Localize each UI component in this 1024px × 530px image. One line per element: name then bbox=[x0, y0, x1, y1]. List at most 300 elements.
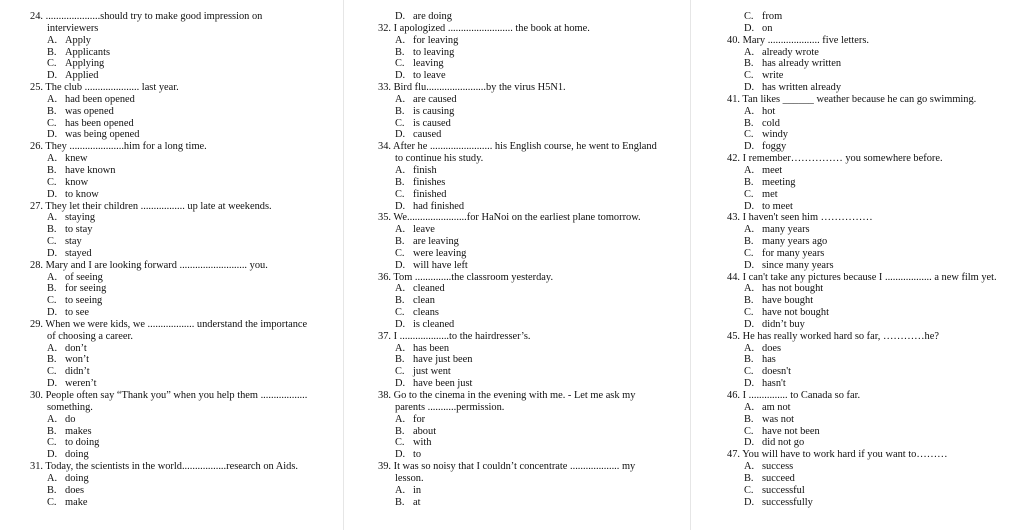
answer-option[interactable] bbox=[378, 35, 678, 47]
question-item bbox=[30, 82, 330, 141]
option-letter: C. bbox=[47, 496, 57, 508]
option-letter: A. bbox=[47, 34, 58, 46]
answer-option[interactable] bbox=[727, 58, 1021, 70]
option-letter: B. bbox=[47, 164, 57, 176]
question-text-continued: interviewers bbox=[47, 22, 99, 34]
option-letter: D. bbox=[744, 22, 755, 34]
question-item bbox=[727, 272, 1021, 331]
option-text: does bbox=[762, 342, 782, 354]
option-letter: D. bbox=[47, 378, 58, 390]
column-divider bbox=[343, 0, 344, 530]
question-number: 47. bbox=[727, 449, 740, 461]
question-text-continued: something. bbox=[47, 401, 93, 413]
option-text: makes bbox=[65, 425, 92, 437]
option-text: Applied bbox=[65, 70, 99, 82]
question-number: 34. bbox=[378, 141, 391, 153]
option-letter: B. bbox=[744, 176, 754, 188]
answer-option[interactable] bbox=[30, 307, 330, 319]
answer-option[interactable] bbox=[30, 497, 330, 509]
option-text: hot bbox=[762, 105, 776, 117]
option-text: Applying bbox=[65, 58, 105, 70]
option-text: to bbox=[413, 449, 422, 461]
option-letter: D. bbox=[744, 259, 755, 271]
answer-option[interactable] bbox=[378, 118, 678, 130]
option-letter: A. bbox=[395, 93, 406, 105]
option-letter: C. bbox=[395, 117, 405, 129]
option-text: is cleaned bbox=[413, 318, 455, 330]
option-text: finishes bbox=[413, 176, 446, 188]
option-letter: B. bbox=[744, 354, 754, 366]
answer-option[interactable] bbox=[30, 58, 330, 70]
option-text: hasn't bbox=[762, 378, 786, 390]
answer-option[interactable] bbox=[378, 319, 678, 331]
option-letter: A. bbox=[744, 224, 755, 236]
answer-option[interactable] bbox=[727, 307, 1021, 319]
option-text: write bbox=[762, 70, 784, 82]
answer-option[interactable] bbox=[30, 354, 330, 366]
option-letter: A. bbox=[744, 283, 755, 295]
option-text: leave bbox=[413, 224, 435, 236]
option-text: success bbox=[762, 461, 794, 473]
option-letter: A. bbox=[395, 342, 406, 354]
option-text: caused bbox=[413, 129, 442, 141]
option-letter: D. bbox=[744, 141, 755, 153]
option-letter: A. bbox=[395, 413, 406, 425]
option-letter: C. bbox=[47, 176, 57, 188]
question-number: 41. bbox=[727, 93, 740, 105]
option-letter: D. bbox=[47, 449, 58, 461]
question-item bbox=[30, 201, 330, 260]
answer-option[interactable] bbox=[378, 177, 678, 189]
answer-option[interactable] bbox=[378, 378, 678, 390]
answer-option[interactable] bbox=[30, 449, 330, 461]
answer-option[interactable] bbox=[30, 153, 330, 165]
question-text: Go to the cinema in the evening with me. - Let me ask my bbox=[393, 390, 636, 401]
answer-option[interactable] bbox=[30, 295, 330, 307]
option-letter: B. bbox=[395, 354, 405, 366]
answer-option[interactable] bbox=[30, 426, 330, 438]
question-stem bbox=[378, 212, 678, 224]
answer-option[interactable] bbox=[30, 70, 330, 82]
question-item bbox=[378, 331, 678, 390]
option-letter: C. bbox=[744, 129, 754, 141]
option-text: finish bbox=[413, 164, 437, 176]
option-text: at bbox=[413, 496, 421, 508]
option-text: clean bbox=[413, 295, 435, 307]
answer-option[interactable] bbox=[727, 47, 1021, 59]
question-number: 32. bbox=[378, 22, 391, 34]
question-stem bbox=[30, 260, 330, 272]
answer-option[interactable] bbox=[378, 224, 678, 236]
answer-option[interactable] bbox=[30, 343, 330, 355]
option-letter: B. bbox=[47, 354, 57, 366]
question-item bbox=[727, 390, 1021, 449]
option-letter: B. bbox=[744, 472, 754, 484]
option-letter: A. bbox=[744, 342, 755, 354]
answer-option[interactable] bbox=[30, 189, 330, 201]
option-letter: A. bbox=[395, 34, 406, 46]
question-number: 37. bbox=[378, 330, 391, 342]
question-number: 45. bbox=[727, 330, 740, 342]
option-text: don’t bbox=[65, 342, 87, 354]
question-number: 28. bbox=[30, 259, 43, 271]
question-item bbox=[378, 461, 678, 508]
answer-option[interactable] bbox=[727, 473, 1021, 485]
option-letter: B. bbox=[744, 236, 754, 248]
option-letter: C. bbox=[744, 11, 754, 22]
option-text: make bbox=[65, 496, 88, 508]
option-text: stay bbox=[65, 236, 82, 248]
answer-option[interactable] bbox=[727, 437, 1021, 449]
question-text-continued: parents ...........permission. bbox=[395, 401, 505, 413]
question-item bbox=[30, 141, 330, 200]
option-text: to meet bbox=[762, 200, 793, 212]
question-item bbox=[727, 212, 1021, 271]
option-text: have not been bbox=[762, 425, 820, 437]
answer-option[interactable] bbox=[30, 272, 330, 284]
option-text: was not bbox=[762, 413, 795, 425]
option-text: to doing bbox=[65, 437, 100, 449]
answer-option[interactable] bbox=[30, 236, 330, 248]
option-letter: A. bbox=[47, 271, 58, 283]
answer-option[interactable] bbox=[30, 224, 330, 236]
question-stem bbox=[30, 319, 330, 331]
option-text: was being opened bbox=[65, 129, 140, 141]
answer-option[interactable] bbox=[727, 366, 1021, 378]
option-text: was opened bbox=[65, 105, 114, 117]
answer-option[interactable] bbox=[30, 47, 330, 59]
option-text: staying bbox=[65, 212, 96, 224]
option-letter: C. bbox=[47, 366, 57, 378]
answer-option[interactable] bbox=[727, 70, 1021, 82]
option-text: will have left bbox=[413, 259, 468, 271]
option-text: knew bbox=[65, 153, 88, 165]
option-letter: C. bbox=[47, 236, 57, 248]
question-item bbox=[727, 153, 1021, 212]
option-text: has bbox=[762, 354, 776, 366]
option-letter: D. bbox=[395, 259, 406, 271]
answer-option[interactable] bbox=[30, 118, 330, 130]
option-text: doing bbox=[65, 472, 89, 484]
question-text: We.......................for HaNoi on the earliest plane tomorrow. bbox=[393, 212, 641, 224]
answer-option[interactable] bbox=[727, 461, 1021, 473]
option-letter: A. bbox=[744, 164, 755, 176]
answer-option[interactable] bbox=[727, 201, 1021, 213]
option-text: to leave bbox=[413, 70, 446, 82]
option-text: had been opened bbox=[65, 93, 135, 105]
question-number: 33. bbox=[378, 82, 391, 94]
answer-option[interactable] bbox=[378, 283, 678, 295]
answer-option[interactable] bbox=[378, 354, 678, 366]
option-text: is caused bbox=[413, 117, 451, 129]
answer-option[interactable] bbox=[378, 189, 678, 201]
answer-option[interactable] bbox=[727, 343, 1021, 355]
option-letter: B. bbox=[744, 58, 754, 70]
option-letter: B. bbox=[47, 46, 57, 58]
answer-option[interactable] bbox=[378, 366, 678, 378]
question-number: 39. bbox=[378, 461, 391, 473]
option-text: meet bbox=[762, 164, 783, 176]
question-stem bbox=[378, 141, 678, 153]
option-letter: A. bbox=[395, 224, 406, 236]
answer-option[interactable] bbox=[727, 177, 1021, 189]
option-letter: D. bbox=[744, 82, 755, 94]
option-text: cold bbox=[762, 117, 780, 129]
answer-option[interactable] bbox=[727, 260, 1021, 272]
question-number: 40. bbox=[727, 34, 740, 46]
option-text: know bbox=[65, 176, 89, 188]
option-letter: D. bbox=[47, 247, 58, 259]
question-item bbox=[378, 82, 678, 141]
answer-option[interactable] bbox=[378, 58, 678, 70]
option-text: already wrote bbox=[762, 46, 819, 58]
option-text: about bbox=[413, 425, 437, 437]
question-text-continued: of choosing a career. bbox=[47, 330, 133, 342]
question-stem bbox=[30, 201, 330, 213]
answer-option[interactable] bbox=[30, 414, 330, 426]
worksheet-column-2 bbox=[378, 11, 678, 530]
question-text: .....................should try to make good impression on bbox=[45, 11, 263, 22]
option-letter: A. bbox=[744, 105, 755, 117]
question-text: He has really worked hard so far, …………he? bbox=[742, 330, 939, 342]
option-letter: C. bbox=[395, 437, 405, 449]
answer-option[interactable] bbox=[727, 106, 1021, 118]
option-letter: A. bbox=[47, 413, 58, 425]
answer-option[interactable] bbox=[727, 165, 1021, 177]
answer-option[interactable] bbox=[30, 473, 330, 485]
option-letter: B. bbox=[47, 224, 57, 236]
question-text: I apologized ......................... the book at home. bbox=[393, 22, 590, 34]
option-text: didn’t buy bbox=[762, 318, 805, 330]
option-letter: A. bbox=[395, 283, 406, 295]
option-letter: A. bbox=[744, 401, 755, 413]
option-text: to seeing bbox=[65, 295, 103, 307]
question-number: 31. bbox=[30, 461, 43, 473]
option-text: did not go bbox=[762, 437, 805, 449]
column-divider bbox=[690, 0, 691, 530]
option-text: are doing bbox=[413, 11, 452, 22]
option-letter: A. bbox=[744, 461, 755, 473]
answer-option[interactable] bbox=[378, 47, 678, 59]
answer-option[interactable] bbox=[378, 129, 678, 141]
answer-option[interactable] bbox=[727, 402, 1021, 414]
option-letter: B. bbox=[744, 413, 754, 425]
answer-option[interactable] bbox=[30, 106, 330, 118]
question-text: They let their children ................. up late at weekends. bbox=[45, 200, 272, 212]
option-text: do bbox=[65, 413, 76, 425]
option-text: of seeing bbox=[65, 271, 103, 283]
option-letter: C. bbox=[744, 366, 754, 378]
answer-option[interactable] bbox=[378, 11, 678, 23]
answer-option[interactable] bbox=[727, 189, 1021, 201]
option-letter: C. bbox=[47, 58, 57, 70]
option-text: to stay bbox=[65, 224, 93, 236]
question-text: Tom ..............the classroom yesterday. bbox=[393, 271, 554, 283]
question-text: I remember…………… you somewhere before. bbox=[742, 153, 943, 165]
question-text: I ...................to the hairdresser’s. bbox=[393, 330, 531, 342]
option-text: does bbox=[65, 484, 85, 496]
answer-option[interactable] bbox=[727, 426, 1021, 438]
option-text: were leaving bbox=[413, 247, 467, 259]
question-stem bbox=[378, 390, 678, 402]
question-stem bbox=[378, 82, 678, 94]
question-number: 42. bbox=[727, 153, 740, 165]
question-text: I can't take any pictures because I .................. a new film yet. bbox=[742, 271, 997, 283]
option-text: from bbox=[762, 11, 783, 22]
answer-option[interactable] bbox=[378, 106, 678, 118]
worksheet-column-1 bbox=[30, 11, 330, 530]
option-letter: D. bbox=[47, 307, 58, 319]
answer-option[interactable] bbox=[727, 248, 1021, 260]
question-stem bbox=[30, 461, 330, 473]
option-letter: D. bbox=[744, 200, 755, 212]
option-text: for leaving bbox=[413, 34, 459, 46]
answer-option[interactable] bbox=[378, 426, 678, 438]
question-text: I haven't seen him …………… bbox=[742, 212, 873, 224]
option-text: finished bbox=[413, 188, 447, 200]
answer-option[interactable] bbox=[30, 129, 330, 141]
question-item bbox=[378, 390, 678, 461]
answer-option[interactable] bbox=[30, 177, 330, 189]
answer-option[interactable] bbox=[30, 485, 330, 497]
option-letter: C. bbox=[744, 307, 754, 319]
question-stem bbox=[727, 272, 1021, 284]
option-letter: C. bbox=[744, 247, 754, 259]
option-letter: D. bbox=[395, 318, 406, 330]
answer-option[interactable] bbox=[378, 260, 678, 272]
question-item bbox=[378, 141, 678, 212]
question-item bbox=[727, 449, 1021, 508]
answer-option[interactable] bbox=[727, 295, 1021, 307]
answer-option[interactable] bbox=[30, 366, 330, 378]
answer-option[interactable] bbox=[378, 307, 678, 319]
answer-option[interactable] bbox=[727, 236, 1021, 248]
answer-option[interactable] bbox=[727, 118, 1021, 130]
question-number: 35. bbox=[378, 212, 391, 224]
option-letter: C. bbox=[395, 247, 405, 259]
answer-option[interactable] bbox=[378, 343, 678, 355]
option-text: many years ago bbox=[762, 236, 828, 248]
answer-option[interactable] bbox=[727, 378, 1021, 390]
option-letter: D. bbox=[395, 200, 406, 212]
answer-option[interactable] bbox=[727, 497, 1021, 509]
question-item bbox=[30, 319, 330, 390]
answer-option[interactable] bbox=[378, 295, 678, 307]
option-letter: C. bbox=[744, 70, 754, 82]
option-text: has been bbox=[413, 342, 450, 354]
option-text: are leaving bbox=[413, 236, 459, 248]
option-letter: B. bbox=[395, 496, 405, 508]
question-stem bbox=[727, 390, 1021, 402]
option-letter: D. bbox=[47, 70, 58, 82]
answer-option[interactable] bbox=[727, 141, 1021, 153]
answer-option[interactable] bbox=[30, 378, 330, 390]
option-letter: D. bbox=[395, 449, 406, 461]
question-stem bbox=[378, 23, 678, 35]
answer-option[interactable] bbox=[727, 354, 1021, 366]
option-text: didn’t bbox=[65, 366, 90, 378]
option-text: has been opened bbox=[65, 117, 134, 129]
answer-option[interactable] bbox=[378, 236, 678, 248]
option-text: stayed bbox=[65, 247, 92, 259]
option-letter: C. bbox=[395, 366, 405, 378]
question-item bbox=[727, 35, 1021, 94]
answer-option[interactable] bbox=[727, 23, 1021, 35]
option-letter: D. bbox=[395, 378, 406, 390]
answer-option[interactable] bbox=[727, 82, 1021, 94]
option-text: to know bbox=[65, 188, 99, 200]
option-text: Applicants bbox=[65, 46, 111, 58]
answer-option[interactable] bbox=[378, 70, 678, 82]
option-letter: D. bbox=[744, 378, 755, 390]
answer-option[interactable] bbox=[30, 437, 330, 449]
question-stem bbox=[727, 212, 1021, 224]
answer-option[interactable] bbox=[727, 224, 1021, 236]
option-letter: B. bbox=[47, 484, 57, 496]
question-text: Today, the scientists in the world.................research on Aids. bbox=[45, 461, 298, 473]
answer-option[interactable] bbox=[727, 485, 1021, 497]
answer-option[interactable] bbox=[30, 248, 330, 260]
answer-option[interactable] bbox=[378, 449, 678, 461]
answer-option[interactable] bbox=[378, 248, 678, 260]
answer-option[interactable] bbox=[378, 94, 678, 106]
option-letter: A. bbox=[47, 212, 58, 224]
answer-option[interactable] bbox=[727, 11, 1021, 23]
answer-option[interactable] bbox=[30, 94, 330, 106]
question-number: 38. bbox=[378, 390, 391, 401]
option-letter: A. bbox=[47, 153, 58, 165]
option-text: leaving bbox=[413, 58, 444, 70]
answer-option[interactable] bbox=[30, 283, 330, 295]
answer-option[interactable] bbox=[30, 35, 330, 47]
option-text: have just been bbox=[413, 354, 473, 366]
option-letter: C. bbox=[744, 425, 754, 437]
option-text: is causing bbox=[413, 105, 455, 117]
question-number: 44. bbox=[727, 271, 740, 283]
option-text: to see bbox=[65, 307, 89, 319]
answer-option[interactable] bbox=[378, 201, 678, 213]
question-text: Mary .................... five letters. bbox=[742, 34, 870, 46]
answer-option[interactable] bbox=[30, 165, 330, 177]
answer-option[interactable] bbox=[727, 319, 1021, 331]
option-letter: B. bbox=[47, 425, 57, 437]
answer-option[interactable] bbox=[378, 485, 678, 497]
answer-option[interactable] bbox=[727, 283, 1021, 295]
question-item bbox=[30, 260, 330, 319]
question-text: They .....................him for a long time. bbox=[45, 141, 207, 153]
answer-option[interactable] bbox=[30, 212, 330, 224]
option-letter: D. bbox=[744, 318, 755, 330]
answer-option[interactable] bbox=[378, 165, 678, 177]
option-letter: B. bbox=[395, 295, 405, 307]
option-letter: B. bbox=[395, 105, 405, 117]
question-text: Bird flu.......................by the virus H5N1. bbox=[393, 82, 566, 94]
option-text: since many years bbox=[762, 259, 834, 271]
question-number: 29. bbox=[30, 318, 43, 330]
answer-option[interactable] bbox=[378, 497, 678, 509]
question-text: People often say “Thank you” when you help them .................. bbox=[45, 390, 308, 401]
option-letter: A. bbox=[47, 93, 58, 105]
answer-option[interactable] bbox=[378, 414, 678, 426]
answer-option[interactable] bbox=[378, 437, 678, 449]
option-text: meeting bbox=[762, 176, 796, 188]
answer-option[interactable] bbox=[727, 129, 1021, 141]
answer-option[interactable] bbox=[727, 414, 1021, 426]
option-text: in bbox=[413, 484, 422, 496]
option-text: for bbox=[413, 413, 426, 425]
question-number: 46. bbox=[727, 390, 740, 401]
option-letter: C. bbox=[47, 437, 57, 449]
